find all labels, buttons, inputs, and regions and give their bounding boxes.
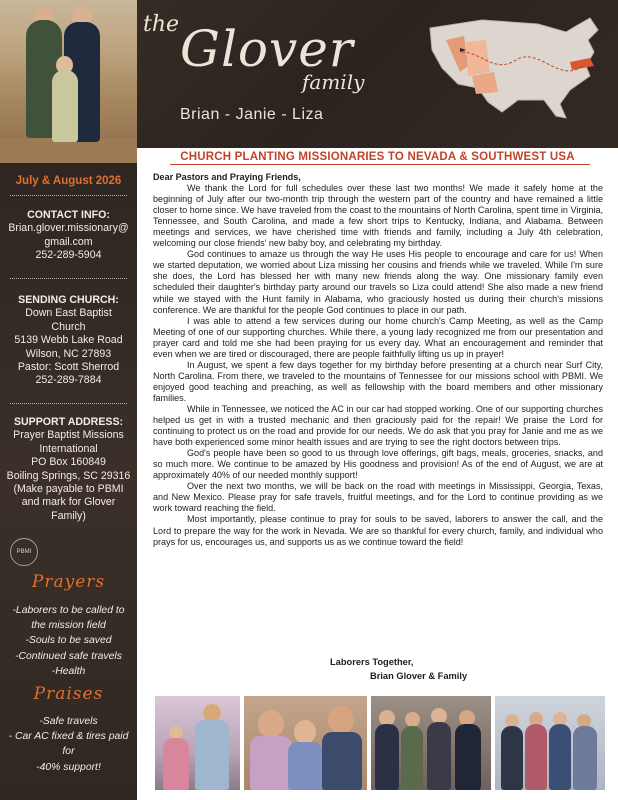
letter-paragraph: Most importantly, please continue to pray for souls to be saved, laborers to answer the call, and the Lord to prepare the way for the work in Nevada. We are so thankful for every church, family, and individual who prays for us, encourages us, and supports us as we continue toward the field!: [153, 514, 603, 547]
letter-closing: [330, 655, 467, 683]
header-names: Brian - Janie - Liza: [180, 106, 324, 123]
contact-line: 252-289-5904: [35, 249, 102, 262]
main-title: CHURCH PLANTING MISSIONARIES TO NEVADA & SOUTHWEST USA: [180, 151, 575, 163]
contact-line[interactable]: gmail.com: [44, 235, 93, 248]
support-line: and mark for Glover: [21, 496, 116, 509]
family-photo: [0, 0, 137, 163]
letter-body: [153, 172, 603, 548]
header-the: the: [143, 12, 180, 37]
divider: [10, 195, 127, 196]
sending-line: Pastor: Scott Sherrod: [17, 361, 120, 374]
support-line: PO Box 160849: [31, 456, 106, 469]
sending-line: Down East Baptist: [25, 307, 112, 320]
prayer-item: -Health: [51, 665, 86, 677]
pbmi-seal-icon: PBMI: [10, 538, 38, 566]
praise-item: for: [62, 746, 75, 758]
praise-item: -Safe travels: [39, 716, 98, 727]
prayer-item: -Continued safe travels: [15, 650, 122, 662]
letter-greeting: Dear Pastors and Praying Friends,: [153, 172, 301, 182]
sending-line: Wilson, NC 27893: [25, 347, 112, 360]
photo-group-meeting: [495, 696, 605, 790]
sending-line: Church: [51, 320, 86, 333]
photo-girl-in-costume: [155, 696, 240, 790]
prayers-title: Prayers: [31, 572, 106, 592]
prayer-item: -Laborers to be called to: [12, 605, 125, 616]
letter-paragraph: I was able to attend a few services during our home church's Camp Meeting, as well as the Camp Meeting of one of our supporting churches. While there, a young lady recognized me from our presentation and prayer card and told me she had been praying for us every day. What an encouragement and reminder that even when we are tired or discouraged, there are people faithfully lifting us up in prayer!: [153, 315, 603, 359]
praise-item: -40% support!: [36, 761, 101, 773]
praises-list: [0, 714, 137, 775]
newsletter-date: July & August 2026: [15, 175, 122, 187]
usa-map-graphic: [420, 6, 614, 124]
sending-line: 5139 Webb Lake Road: [14, 334, 123, 347]
contact-line[interactable]: Brian.glover.missionary@: [8, 222, 129, 235]
support-heading: SUPPORT ADDRESS:: [13, 416, 124, 428]
prayer-item: -Souls to be saved: [25, 635, 112, 647]
sending-heading: SENDING CHURCH:: [18, 294, 119, 306]
support-line: Boiling Springs, SC 29316: [6, 469, 131, 482]
praise-item: - Car AC fixed & tires paid: [8, 731, 129, 743]
sending-line: 252-289-7884: [35, 374, 102, 387]
letter-paragraph: Over the next two months, we will be back on the road with meetings in Mississippi, Georgia, Texas, and New Mexico. Please pray for safe travels, fruitful meetings, and for the Lord to continue providing as we work toward reaching the field.: [153, 481, 603, 514]
header-surname: Glover: [180, 20, 354, 78]
support-line: Family): [51, 509, 86, 522]
contact-info: [0, 209, 137, 263]
title-underline: [170, 164, 590, 165]
prayers-list: [0, 603, 137, 679]
sidebar: [0, 163, 137, 800]
letter-paragraph: We thank the Lord for full schedules over these last two months! We made it safely home at the beginning of July after our two-month trip through the western part of the country and have remained a little closer to home since. We have traveled from the coast to the mountains of North Carolina, spent time in Virginia, Tennessee, and South Carolina, and made a few short trips to Kentucky, Indiana, and Alabama. Between meetings and services, we have cherished time with friends and family, including a July 4th celebration, welcoming our close friends' new baby boy, and celebrating my birthday.: [153, 183, 603, 249]
divider: [10, 278, 127, 279]
photo-family-selfie: [244, 696, 367, 790]
support-line: Prayer Baptist Missions: [13, 429, 124, 442]
contact-heading: CONTACT INFO:: [27, 209, 110, 221]
photo-group-church: [371, 696, 491, 790]
prayer-item: the mission field: [31, 620, 106, 632]
praises-title: Praises: [33, 684, 104, 704]
support-line: International: [39, 442, 98, 455]
new-mexico-state: [472, 72, 498, 94]
letter-paragraph: God's people have been so good to us through love offerings, gift bags, meals, groceries, snacks, and so much more. We continue to be amazed by His goodness and provision! As of the end of August, we are at approximately 40% of our needed monthly support!: [153, 448, 603, 481]
signature: Brian Glover & Family: [370, 671, 468, 681]
divider: [10, 403, 127, 404]
letter-paragraph: While in Tennessee, we noticed the AC in our car had stopped working. One of our supporting churches helped us get in with a trusted mechanic and then graciously paid for the repair! We praise the Lord for continuing to protect us on the road and provide for our needs. We do ask that you pray for Janie and me as we have both experienced some minor health issues and are trying to see the right doctors between trips.: [153, 403, 603, 448]
southwest-states: [466, 40, 490, 76]
letter-paragraph: God continues to amaze us through the way He uses His people to encourage and care for us! When we started deputation, we worried about Liza missing her cousins and friends while we traveled. While I'm sure she does, the Lord has blessed her with many new friends along the way. One missionary family even scheduled their daughter's birthday party around our travels so Liza could attend! She also made a new friend while we stayed with the Hunt family in Alabama, who graciously hosted us during their church's missions conference. We are thankful for the people God continues to place in our path.: [153, 249, 603, 315]
letter-paragraph: In August, we spent a few days together for my birthday before presenting at a church near Surf City, North Carolina. From there, we traveled to the mountains of Tennessee for our missions school with PBMI. We enjoyed good teaching and preaching, as well as fellowship with the board members and other missionary families.: [153, 359, 603, 403]
header-family: family: [302, 70, 365, 94]
closing-line: Laborers Together,: [330, 657, 414, 667]
support-address: [0, 416, 137, 523]
sending-church: [0, 294, 137, 388]
support-line: (Make payable to PBMI: [13, 483, 124, 496]
